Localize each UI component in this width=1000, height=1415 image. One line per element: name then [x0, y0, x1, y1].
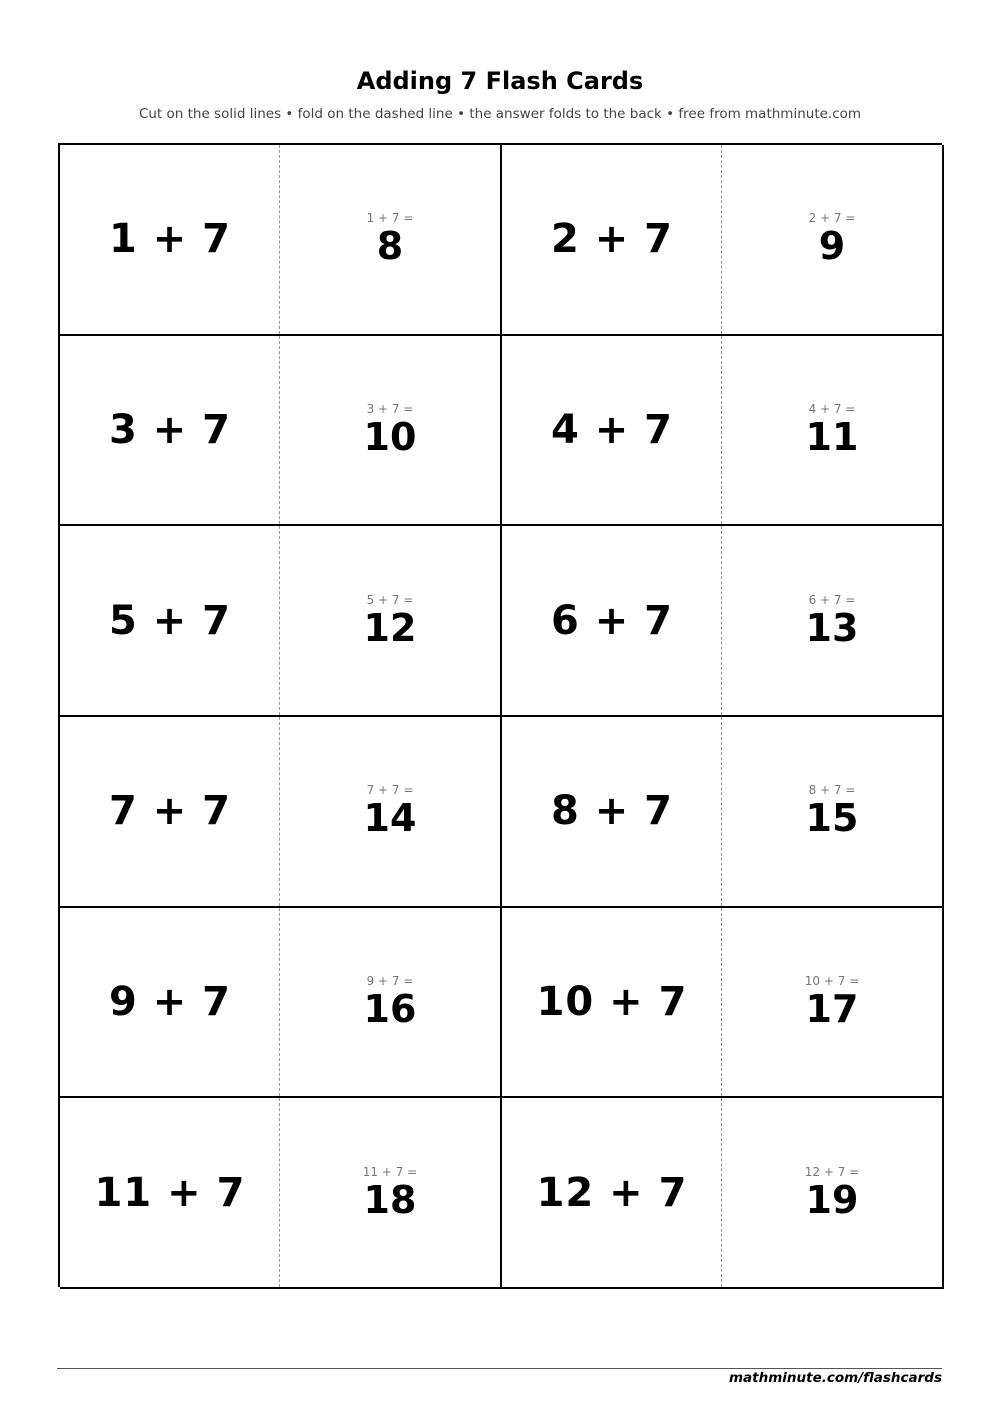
card-front: [502, 717, 722, 906]
card-hint: 12 + 7 =: [804, 1164, 860, 1179]
card-hint: 6 + 7 =: [808, 592, 856, 607]
footer-url: mathminute.com/flashcards: [728, 1370, 942, 1386]
card-question: 12 + 7: [536, 1169, 688, 1216]
fold-line: [721, 717, 722, 906]
card-answer: 8: [376, 224, 404, 269]
card-question: 11 + 7: [94, 1169, 246, 1216]
card-front: [60, 1098, 280, 1287]
card-back: [280, 336, 500, 525]
fold-line: [721, 526, 722, 715]
flash-card: [60, 1098, 502, 1289]
card-back: [722, 526, 942, 715]
card-back: [280, 526, 500, 715]
card-question: 1 + 7: [108, 216, 232, 263]
card-hint: 10 + 7 =: [804, 973, 860, 988]
card-question: 8 + 7: [550, 788, 674, 835]
card-back: [280, 1098, 500, 1287]
fold-line: [279, 336, 280, 525]
card-answer: 16: [363, 986, 417, 1031]
flash-card: [60, 336, 502, 527]
card-front: [60, 908, 280, 1097]
card-answer: 10: [363, 414, 417, 459]
card-hint: 5 + 7 =: [366, 592, 414, 607]
card-back: [722, 908, 942, 1097]
flash-card: [502, 336, 944, 527]
card-answer: 14: [363, 796, 417, 841]
card-back: [280, 717, 500, 906]
fold-line: [279, 908, 280, 1097]
card-back: [722, 145, 942, 334]
card-back: [722, 336, 942, 525]
flash-card: [502, 145, 944, 336]
card-answer: 19: [805, 1177, 859, 1222]
card-front: [502, 145, 722, 334]
card-question: 9 + 7: [108, 978, 232, 1025]
card-hint: 2 + 7 =: [808, 211, 856, 226]
flash-card: [502, 908, 944, 1099]
card-hint: 8 + 7 =: [808, 783, 856, 798]
card-front: [60, 526, 280, 715]
fold-line: [279, 526, 280, 715]
fold-line: [721, 145, 722, 334]
card-front: [502, 1098, 722, 1287]
fold-line: [721, 336, 722, 525]
flash-card: [502, 1098, 944, 1289]
card-front: [502, 526, 722, 715]
card-question: 3 + 7: [108, 406, 232, 453]
card-question: 4 + 7: [550, 406, 674, 453]
card-question: 5 + 7: [108, 597, 232, 644]
flash-card: [502, 526, 944, 717]
card-back: [722, 717, 942, 906]
card-front: [60, 336, 280, 525]
card-hint: 3 + 7 =: [366, 401, 414, 416]
card-back: [280, 908, 500, 1097]
card-hint: 4 + 7 =: [808, 401, 856, 416]
flash-card: [60, 717, 502, 908]
page-subtitle: Cut on the solid lines • fold on the dashed line • the answer folds to the back • free from mathminute.com: [138, 106, 862, 122]
card-front: [60, 145, 280, 334]
card-answer: 9: [818, 224, 846, 269]
fold-line: [279, 717, 280, 906]
fold-line: [279, 1098, 280, 1287]
fold-line: [279, 145, 280, 334]
flash-card: [502, 717, 944, 908]
card-answer: 17: [805, 986, 859, 1031]
card-question: 10 + 7: [536, 978, 688, 1025]
card-hint: 9 + 7 =: [366, 973, 414, 988]
card-front: [502, 908, 722, 1097]
card-answer: 12: [363, 605, 417, 650]
card-answer: 18: [363, 1177, 417, 1222]
flash-card: [60, 145, 502, 336]
card-question: 2 + 7: [550, 216, 674, 263]
card-hint: 1 + 7 =: [366, 211, 414, 226]
card-question: 7 + 7: [108, 788, 232, 835]
card-question: 6 + 7: [550, 597, 674, 644]
flash-card: [60, 526, 502, 717]
card-back: [722, 1098, 942, 1287]
card-front: [60, 717, 280, 906]
card-front: [502, 336, 722, 525]
flash-card: [60, 908, 502, 1099]
fold-line: [721, 1098, 722, 1287]
card-hint: 7 + 7 =: [366, 783, 414, 798]
card-answer: 15: [805, 796, 859, 841]
page-title: Adding 7 Flash Cards: [356, 67, 644, 95]
card-hint: 11 + 7 =: [362, 1164, 418, 1179]
card-back: [280, 145, 500, 334]
fold-line: [721, 908, 722, 1097]
flash-card-grid: [58, 143, 942, 1287]
card-answer: 11: [805, 414, 859, 459]
card-answer: 13: [805, 605, 859, 650]
